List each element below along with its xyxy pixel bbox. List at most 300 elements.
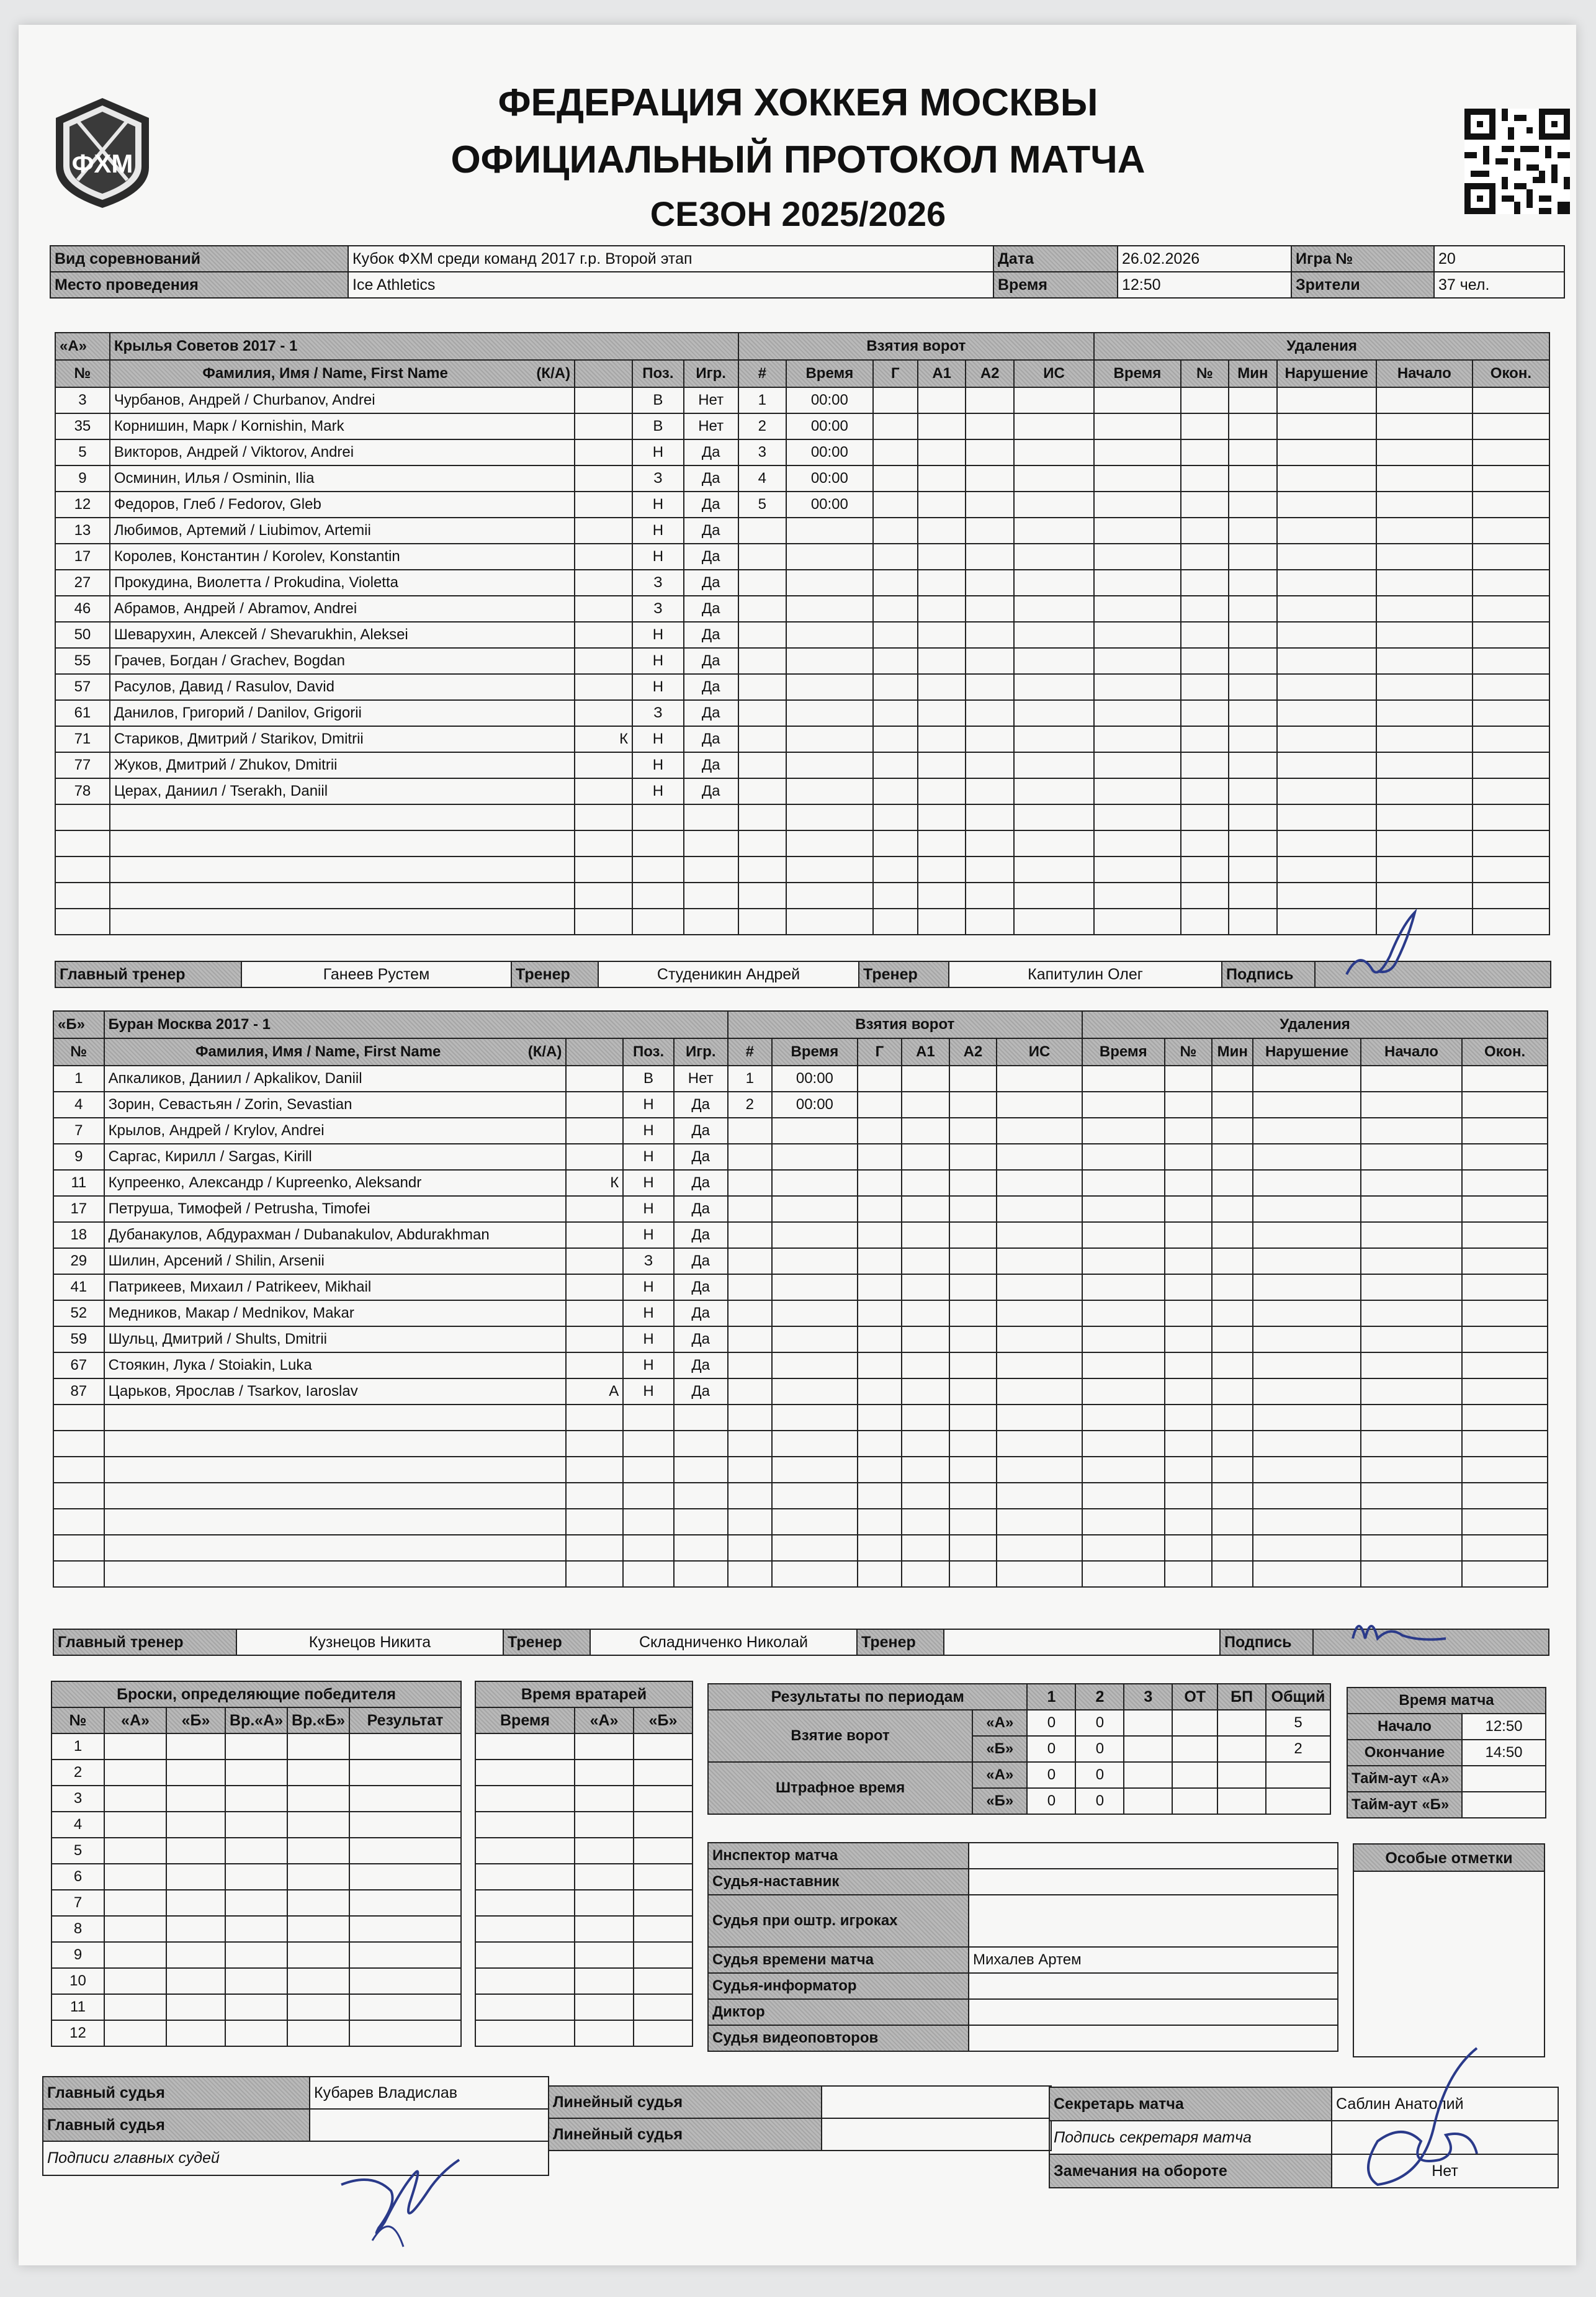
shootout-row [52, 1733, 461, 1760]
player-name: Шилин, Арсений / Shilin, Arsenii [104, 1248, 567, 1274]
penalty-minutes [1229, 674, 1277, 700]
col-ka [575, 360, 632, 387]
goal-scorer [873, 883, 918, 909]
player-played: Да [674, 1326, 728, 1352]
player-position: Н [623, 1144, 674, 1170]
roster-row [53, 1561, 1548, 1587]
shootout-cell [225, 1864, 287, 1890]
penalty-end [1462, 1274, 1548, 1300]
goal-time [772, 1509, 858, 1535]
team-a-signature [1334, 900, 1427, 993]
goalie-cell [575, 1838, 634, 1864]
goal-time: 00:00 [772, 1066, 858, 1092]
penalty-minutes [1229, 518, 1277, 544]
player-name [110, 804, 575, 830]
player-name: Викторов, Андрей / Viktorov, Andrei [110, 439, 575, 465]
goal-situation [997, 1378, 1082, 1405]
goalie-cell [575, 1916, 634, 1942]
player-captain-mark [575, 752, 632, 778]
period-value [1172, 1736, 1217, 1762]
goal-scorer [858, 1483, 902, 1509]
player-name: Шульц, Дмитрий / Shults, Dmitrii [104, 1326, 567, 1352]
penalty-end [1473, 804, 1549, 830]
period-value [1217, 1710, 1266, 1736]
player-number: 55 [55, 648, 110, 674]
period-value: 0 [1027, 1710, 1075, 1736]
player-name: Зорин, Севастьян / Zorin, Sevastian [104, 1092, 567, 1118]
goal-assist-1 [902, 1352, 949, 1378]
player-position: В [632, 387, 684, 413]
team-b-coach2-label: Тренер [857, 1629, 944, 1655]
penalty-player [1165, 1509, 1213, 1535]
shootout-row [52, 1916, 461, 1942]
penalty-minutes [1229, 830, 1277, 856]
period-results-table [707, 1683, 1331, 1815]
goal-scorer [858, 1326, 902, 1352]
col-goal-is: ИС [997, 1038, 1082, 1066]
penalty-start [1361, 1483, 1462, 1509]
official-label: Инспектор матча [708, 1843, 969, 1869]
shootout-cell [225, 2020, 287, 2046]
player-captain-mark [575, 413, 632, 439]
goal-situation [997, 1405, 1082, 1431]
player-captain-mark: К [566, 1170, 623, 1196]
goal-assist-1 [918, 544, 966, 570]
goal-assist-1 [902, 1274, 949, 1300]
penalty-violation [1253, 1457, 1360, 1483]
shootout-cell [104, 1786, 166, 1812]
player-number: 27 [55, 570, 110, 596]
player-name: Царьков, Ярослав / Tsarkov, Iaroslav [104, 1378, 567, 1405]
goal-situation [1014, 752, 1094, 778]
player-name: Стариков, Дмитрий / Starikov, Dmitrii [110, 726, 575, 752]
penalty-end [1462, 1300, 1548, 1326]
goal-assist-2 [966, 883, 1014, 909]
player-captain-mark [566, 1248, 623, 1274]
player-number: 18 [53, 1222, 104, 1248]
shootout-cell [225, 1890, 287, 1916]
penalty-minutes [1229, 778, 1277, 804]
goal-number [738, 570, 787, 596]
penalty-end [1473, 387, 1549, 413]
official-value [969, 1869, 1338, 1895]
goal-scorer [858, 1300, 902, 1326]
player-captain-mark [566, 1352, 623, 1378]
penalty-violation [1277, 648, 1376, 674]
penalty-start [1376, 596, 1473, 622]
penalty-player [1165, 1066, 1213, 1092]
player-name [104, 1457, 567, 1483]
penalty-time [1082, 1170, 1165, 1196]
goal-number [728, 1535, 772, 1561]
goalie-cell [475, 1942, 575, 1968]
goal-time: 00:00 [786, 413, 873, 439]
player-number: 12 [55, 492, 110, 518]
penalty-end [1473, 700, 1549, 726]
player-captain-mark [566, 1483, 623, 1509]
team-b-coach1: Складниченко Николай [590, 1629, 857, 1655]
penalty-player [1165, 1170, 1213, 1196]
player-number: 46 [55, 596, 110, 622]
goalie-cell [575, 2020, 634, 2046]
player-name [110, 883, 575, 909]
official-row [708, 1869, 1338, 1895]
goal-scorer [858, 1066, 902, 1092]
penalty-end [1462, 1092, 1548, 1118]
shootout-cell [166, 1890, 225, 1916]
player-number [55, 856, 110, 883]
official-value [969, 1843, 1338, 1869]
shootout-row-number: 1 [52, 1733, 104, 1760]
goal-number [728, 1248, 772, 1274]
penalty-minutes [1229, 622, 1277, 648]
penalty-minutes [1229, 465, 1277, 492]
period-col: 2 [1075, 1684, 1124, 1710]
penalty-end [1473, 492, 1549, 518]
player-played [684, 856, 738, 883]
penalty-player [1181, 518, 1229, 544]
penalty-time [1082, 1509, 1165, 1535]
player-captain-mark [575, 648, 632, 674]
goal-assist-2 [949, 1196, 997, 1222]
goal-number: 3 [738, 439, 787, 465]
goal-assist-1 [918, 804, 966, 830]
penalty-start [1361, 1092, 1462, 1118]
penalty-minutes [1212, 1483, 1253, 1509]
goal-situation [1014, 570, 1094, 596]
goal-assist-1 [918, 726, 966, 752]
official-row [708, 1973, 1338, 1999]
goal-time [786, 909, 873, 935]
player-position: З [632, 596, 684, 622]
goalie-cell [475, 1838, 575, 1864]
linesman-2-label: Линейный судья [549, 2118, 822, 2151]
team-b-coaches [53, 1629, 1549, 1656]
player-played [674, 1431, 728, 1457]
spectators-value: 37 чел. [1434, 272, 1564, 298]
goal-assist-1 [902, 1378, 949, 1405]
penalty-player [1165, 1378, 1213, 1405]
goal-assist-1 [902, 1431, 949, 1457]
player-position: Н [623, 1378, 674, 1405]
goal-scorer [873, 674, 918, 700]
goal-scorer [858, 1405, 902, 1431]
goal-situation [997, 1431, 1082, 1457]
penalty-time [1094, 622, 1181, 648]
goalie-row [475, 1890, 693, 1916]
goal-scorer [873, 492, 918, 518]
period-value: 0 [1027, 1762, 1075, 1788]
goalie-cell [475, 1968, 575, 1994]
penalty-player [1181, 492, 1229, 518]
penalty-time [1094, 726, 1181, 752]
goal-time [786, 804, 873, 830]
col-pen-time: Время [1082, 1038, 1165, 1066]
shootout-cell [166, 1994, 225, 2020]
player-played: Нет [674, 1066, 728, 1092]
secretary-signature [1353, 2036, 1495, 2203]
goal-time [786, 570, 873, 596]
shootout-cell [166, 1838, 225, 1864]
team-a-head-coach-label: Главный тренер [55, 961, 241, 987]
shootout-table [51, 1681, 462, 2047]
goal-assist-1 [902, 1405, 949, 1431]
shootout-cell [349, 2020, 461, 2046]
penalty-minutes [1212, 1118, 1253, 1144]
goal-assist-2 [949, 1066, 997, 1092]
penalty-player [1181, 726, 1229, 752]
remarks-label: Замечания на обороте [1049, 2154, 1332, 2188]
goal-situation [1014, 439, 1094, 465]
shootout-row [52, 1864, 461, 1890]
goal-scorer [858, 1274, 902, 1300]
match-start-label: Начало [1347, 1714, 1462, 1740]
goal-number [728, 1118, 772, 1144]
goal-time [786, 544, 873, 570]
penalty-end [1462, 1118, 1548, 1144]
goal-number [728, 1274, 772, 1300]
goal-assist-1 [918, 700, 966, 726]
penalty-player [1165, 1248, 1213, 1274]
shootout-cell [104, 1968, 166, 1994]
official-row [708, 1895, 1338, 1947]
player-position: Н [623, 1222, 674, 1248]
goalie-cell [575, 1864, 634, 1890]
penalty-end [1462, 1405, 1548, 1431]
goalie-cell [634, 1864, 693, 1890]
penalty-player [1165, 1300, 1213, 1326]
shootout-cell [287, 2020, 349, 2046]
goal-assist-1 [918, 596, 966, 622]
col-goal-a1: А1 [902, 1038, 949, 1066]
shootout-cell [349, 1838, 461, 1864]
goal-assist-1 [918, 518, 966, 544]
penalty-start [1361, 1431, 1462, 1457]
player-number: 7 [53, 1118, 104, 1144]
penalty-player [1181, 387, 1229, 413]
goal-scorer [858, 1170, 902, 1196]
goal-situation [997, 1092, 1082, 1118]
col-goal-time: Время [786, 360, 873, 387]
player-position: Н [623, 1274, 674, 1300]
player-name: Любимов, Артемий / Liubimov, Artemii [110, 518, 575, 544]
goal-assist-2 [966, 465, 1014, 492]
goalie-time-table [475, 1681, 693, 2047]
penalty-violation [1277, 492, 1376, 518]
shootout-cell [349, 1733, 461, 1760]
penalty-start [1361, 1196, 1462, 1222]
goal-assist-1 [918, 413, 966, 439]
shootout-cell [287, 1968, 349, 1994]
timeout-b-value [1462, 1792, 1546, 1818]
penalty-violation [1277, 544, 1376, 570]
player-position: Н [623, 1092, 674, 1118]
player-played: Нет [684, 413, 738, 439]
period-team: «А» [972, 1762, 1027, 1788]
penalty-player [1181, 752, 1229, 778]
player-captain-mark: А [566, 1378, 623, 1405]
header-protocol: ОФИЦИАЛЬНЫЙ ПРОТОКОЛ МАТЧА [451, 138, 1145, 181]
shootout-cell [349, 1942, 461, 1968]
player-name: Крылов, Андрей / Krylov, Andrei [104, 1118, 567, 1144]
penalty-end [1473, 726, 1549, 752]
goal-number [738, 518, 787, 544]
linesman-1-label: Линейный судья [549, 2086, 822, 2118]
goal-assist-2 [966, 648, 1014, 674]
shootout-cell [166, 2020, 225, 2046]
goal-situation [1014, 648, 1094, 674]
period-col: Общий [1266, 1684, 1330, 1710]
player-played: Да [674, 1378, 728, 1405]
period-value [1266, 1762, 1330, 1788]
remarks-value: Нет [1332, 2154, 1558, 2188]
col-play: Игр. [674, 1038, 728, 1066]
team-b-roster [53, 1010, 1548, 1588]
goalie-cell [575, 1733, 634, 1760]
penalty-minutes [1212, 1092, 1253, 1118]
roster-row [53, 1222, 1548, 1248]
goal-scorer [873, 726, 918, 752]
penalty-end [1462, 1352, 1548, 1378]
penalty-violation [1253, 1170, 1360, 1196]
roster-row [55, 622, 1549, 648]
player-captain-mark [566, 1066, 623, 1092]
player-name: Стоякин, Лука / Stoiakin, Luka [104, 1352, 567, 1378]
goalie-cell [634, 1812, 693, 1838]
player-name: Чурбанов, Андрей / Churbanov, Andrei [110, 387, 575, 413]
official-label: Судья времени матча [708, 1947, 969, 1973]
goal-number [728, 1431, 772, 1457]
penalty-player [1165, 1483, 1213, 1509]
player-name: Церах, Даниил / Tserakh, Daniil [110, 778, 575, 804]
shootout-row-number: 2 [52, 1760, 104, 1786]
goalie-cell [575, 1812, 634, 1838]
player-number: 17 [55, 544, 110, 570]
penalty-minutes [1229, 700, 1277, 726]
col-pen-start: Начало [1361, 1038, 1462, 1066]
period-value: 2 [1266, 1736, 1330, 1762]
player-name: Патрикеев, Михаил / Patrikeev, Mikhail [104, 1274, 567, 1300]
goal-time [772, 1352, 858, 1378]
player-played [674, 1509, 728, 1535]
shootout-cell [287, 1760, 349, 1786]
roster-row [53, 1457, 1548, 1483]
goalie-cell [475, 2020, 575, 2046]
shootout-cell [225, 1838, 287, 1864]
game-label: Игра № [1291, 246, 1434, 272]
player-played: Да [674, 1092, 728, 1118]
penalty-end [1462, 1509, 1548, 1535]
penalty-player [1165, 1144, 1213, 1170]
player-captain-mark [566, 1092, 623, 1118]
penalty-start [1376, 752, 1473, 778]
goalie-cell [575, 1786, 634, 1812]
penalty-violation [1253, 1561, 1360, 1587]
match-start: 12:50 [1462, 1714, 1546, 1740]
penalty-minutes [1212, 1561, 1253, 1587]
goal-assist-2 [949, 1170, 997, 1196]
goal-number [738, 674, 787, 700]
player-captain-mark [566, 1561, 623, 1587]
player-captain-mark [575, 439, 632, 465]
player-number: 17 [53, 1196, 104, 1222]
goalie-cell [475, 1733, 575, 1760]
col-num: № [53, 1038, 104, 1066]
goal-situation [1014, 700, 1094, 726]
team-b-sign-label: Подпись [1220, 1629, 1313, 1655]
goal-number [728, 1300, 772, 1326]
penalty-player [1165, 1561, 1213, 1587]
penalty-minutes [1212, 1222, 1253, 1248]
shootout-cell [349, 1916, 461, 1942]
goal-scorer [858, 1352, 902, 1378]
penalty-start [1361, 1535, 1462, 1561]
shootout-row-number: 5 [52, 1838, 104, 1864]
goal-number [738, 622, 787, 648]
goalie-cell [475, 1786, 575, 1812]
penalty-end [1473, 909, 1549, 935]
shootout-cell [104, 1994, 166, 2020]
penalty-violation [1253, 1066, 1360, 1092]
penalty-violation [1253, 1352, 1360, 1378]
player-captain-mark [575, 518, 632, 544]
penalty-time [1094, 544, 1181, 570]
penalty-start [1361, 1378, 1462, 1405]
penalty-player [1165, 1535, 1213, 1561]
goal-situation [1014, 492, 1094, 518]
penalty-violation [1277, 778, 1376, 804]
shootout-row-number: 10 [52, 1968, 104, 1994]
roster-row [53, 1274, 1548, 1300]
penalty-end [1473, 752, 1549, 778]
penalty-minutes [1212, 1170, 1253, 1196]
player-number: 1 [53, 1066, 104, 1092]
shootout-cell [104, 1760, 166, 1786]
goals-row-label: Взятие ворот [708, 1710, 972, 1762]
goal-time [772, 1196, 858, 1222]
goalie-cell [634, 1786, 693, 1812]
goal-assist-2 [966, 570, 1014, 596]
player-name: Дубанакулов, Абдурахман / Dubanakulov, Abdurakhman [104, 1222, 567, 1248]
roster-row [55, 596, 1549, 622]
penalty-start [1376, 726, 1473, 752]
player-position: З [632, 570, 684, 596]
goal-number [738, 856, 787, 883]
goal-assist-1 [902, 1144, 949, 1170]
player-captain-mark [575, 883, 632, 909]
goal-number [738, 752, 787, 778]
col-goal-time: Время [772, 1038, 858, 1066]
player-played: Да [684, 648, 738, 674]
goal-situation [1014, 883, 1094, 909]
player-played: Да [674, 1300, 728, 1326]
goal-time: 00:00 [772, 1092, 858, 1118]
penalty-time [1082, 1222, 1165, 1248]
player-name: Саргас, Кирилл / Sargas, Kirill [104, 1144, 567, 1170]
penalty-minutes [1212, 1144, 1253, 1170]
goal-assist-2 [966, 752, 1014, 778]
goal-assist-1 [918, 492, 966, 518]
shootout-cell [287, 1994, 349, 2020]
shootout-cell [166, 1812, 225, 1838]
team-a-head-coach: Ганеев Рустем [241, 961, 511, 987]
penalty-player [1181, 909, 1229, 935]
goal-number [738, 883, 787, 909]
goal-assist-2 [949, 1222, 997, 1248]
goal-scorer [873, 596, 918, 622]
player-played [674, 1483, 728, 1509]
venue-value: Ice Athletics [348, 272, 993, 298]
